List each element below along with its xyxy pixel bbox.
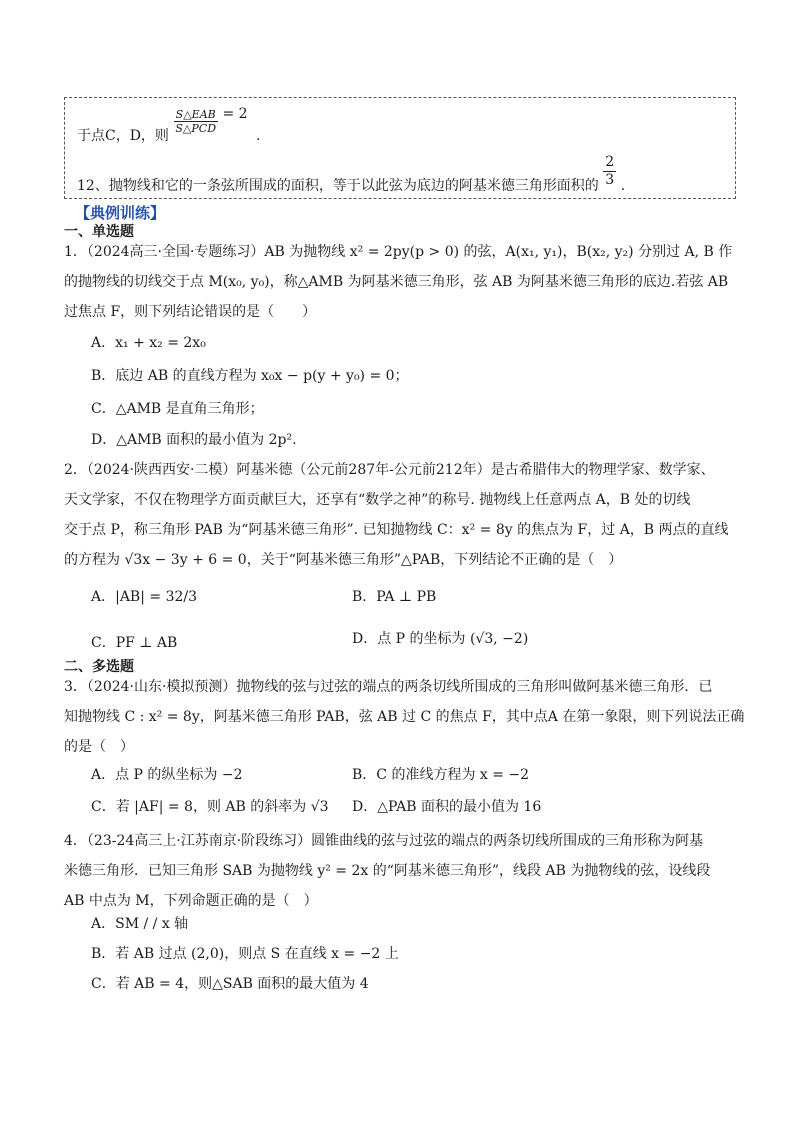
q3-option-d[interactable]: D．△PAB 面积的最小值为 16 [352,799,542,815]
fraction-denominator: 3 [605,172,615,188]
q2-line-2: 天文学家，不仅在物理学方面贡献巨大，还享有“数学之神”的称号. 抛物线上任意两点 A，B 处的切线 [64,492,691,508]
q2-option-b[interactable]: B．PA ⊥ PB [352,589,437,605]
area-ratio-fraction [173,108,218,135]
box-line1-prefix: 于点C，D，则 [77,127,169,144]
q4-line-1: 4．（23-24高三上·江苏南京·阶段练习）圆锥曲线的弦与过弦的端点的两条切线所围成的三角形称为阿基 [64,833,704,849]
section-heading-examples: 【典例训练】 [75,204,166,222]
q1-option-d[interactable]: D．△AMB 面积的最小值为 2p². [91,432,297,448]
fraction-numerator: 2 [605,154,615,170]
q1-option-c[interactable]: C．△AMB 是直角三角形； [91,401,264,417]
q1-line-3: 过焦点 F，则下列结论错误的是（ ） [64,304,317,320]
section-title-single-choice: 一、单选题 [64,224,134,240]
q2-line-1: 2．（2024·陕西西安·二模）阿基米德（公元前287年-公元前212年）是古希腊伟大的物理学家、数学家、 [64,462,715,478]
summary-box [64,97,736,199]
q3-option-b[interactable]: B．C 的准线方程为 x = −2 [352,767,530,783]
box-line-2 [77,154,626,194]
q3-line-2: 知抛物线 C : x² = 8y，阿基米德三角形 PAB，弦 AB 过 C 的焦点 F，其中点A 在第一象限，则下列说法正确 [64,709,745,725]
q4-option-b[interactable]: B．若 AB 过点 (2,0)，则点 S 在直线 x = −2 上 [91,946,399,962]
q3-option-c[interactable]: C．若 |AF| = 8，则 AB 的斜率为 √3 [91,799,329,815]
q1-line-2: 的抛物线的切线交于点 M(x₀, y₀)，称△AMB 为阿基米德三角形，弦 AB 为阿基米德三角形的底边.若弦 AB [64,274,729,290]
q2-option-c[interactable]: C．PF ⊥ AB [91,635,178,651]
q1-line-1: 1．（2024高三·全国·专题练习）AB 为抛物线 x² = 2py(p > 0) 的弦，A(x₁, y₁)，B(x₂, y₂) 分别过 A, B 作 [64,244,733,260]
box-line-1 [77,105,261,144]
q2-line-4: 的方程为 √3x − 3y + 6 = 0，关于“阿基米德三角形”△PAB，下列结论不正确的是（ ） [64,552,623,568]
box-line2-text: 12、抛物线和它的一条弦所围成的面积，等于以此弦为底边的阿基米德三角形面积的 [77,177,599,194]
box-line2-suffix: . [620,177,626,194]
fraction-numerator: S△EAB [175,108,216,121]
question-2 [64,455,736,575]
q4-line-2: 米德三角形．已知三角形 SAB 为抛物线 y² = 2x 的“阿基米德三角形”，线段 AB 为抛物线的弦，设线段 [64,863,711,879]
fraction-denominator: S△PCD [175,122,217,135]
q4-line-3: AB 中点为 M，下列命题正确的是（ ） [64,893,318,909]
q4-option-a[interactable]: A．SM / / x 轴 [91,916,189,932]
q4-option-c[interactable]: C．若 AB = 4，则△SAB 面积的最大值为 4 [91,976,369,992]
q3-line-1: 3．（2024·山东·模拟预测）抛物线的弦与过弦的端点的两条切线所围成的三角形叫做阿基米德三角形．已 [64,679,713,695]
section-title-multiple-choice: 二、多选题 [64,659,134,675]
box-line1-eq: = 2 [222,105,248,122]
question-3 [64,672,745,762]
question-1 [64,237,736,327]
q1-option-a[interactable]: A．x₁ + x₂ = 2x₀ [91,335,206,351]
q3-option-a[interactable]: A．点 P 的纵坐标为 −2 [91,767,243,783]
q2-option-a[interactable]: A．|AB| = 32/3 [91,589,198,605]
two-thirds-fraction [603,154,616,189]
q2-line-3: 交于点 P，称三角形 PAB 为“阿基米德三角形”. 已知抛物线 C：x² = 8y 的焦点为 F，过 A，B 两点的直线 [64,522,729,538]
question-4 [64,826,736,916]
box-line1-suffix: . [256,127,261,144]
q2-option-d[interactable]: D．点 P 的坐标为 (√3, −2) [352,631,529,647]
q1-option-b[interactable]: B．底边 AB 的直线方程为 x₀x − p(y + y₀) = 0； [91,368,409,384]
q3-line-3: 的是（ ） [64,739,134,755]
